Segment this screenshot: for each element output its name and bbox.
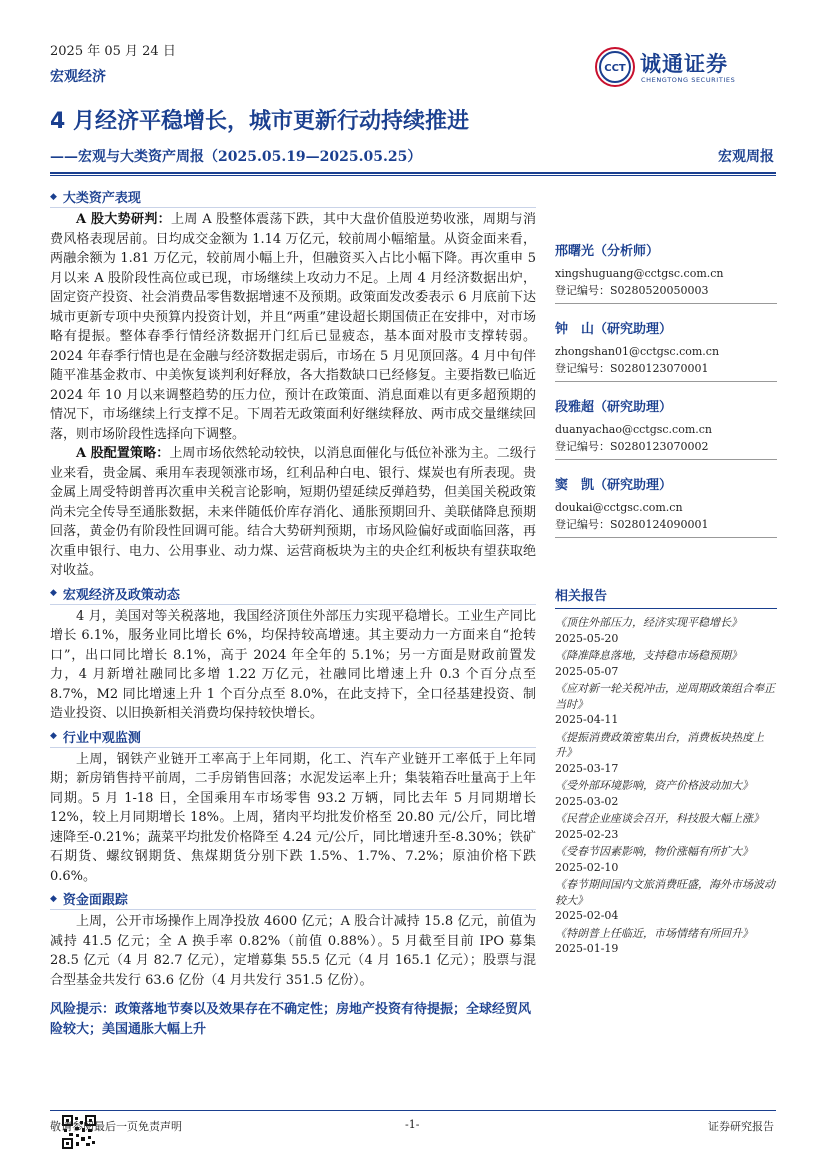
- related-report-item[interactable]: [555, 730, 777, 777]
- related-report-item[interactable]: [555, 926, 777, 957]
- paragraph: [50, 607, 536, 724]
- related-report-date: 2025-02-10: [555, 860, 619, 874]
- paragraph-lead: A 股配置策略：: [76, 446, 170, 461]
- paragraph: [50, 912, 536, 990]
- related-report-date: 2025-03-17: [555, 761, 619, 775]
- analyst-registration: 登记编号：S0280123070002: [555, 440, 709, 453]
- related-report-title[interactable]: 《降准降息落地，支持稳市场稳预期》: [555, 649, 742, 662]
- analyst-name: 邢曙光（分析师）: [555, 244, 660, 259]
- paragraph-text: 上周，公开市场操作上周净投放 4600 亿元；A 股合计减持 15.8 亿元，前值为减持 41.5 亿元；全 A 换手率 0.82%（前值 0.88%）。5 月截至目前 IPO 募集 28.5 亿元（4 月 82.7 亿元），定增募集 55.5 亿元（4 月 165.1 亿元）；股票与混合型基金共发行 63.6 亿份（4 月共发行 351.5 亿份）。: [50, 914, 536, 988]
- report-category: 宏观经济: [50, 69, 106, 85]
- risk-warning: 风险提示：政策落地节奏以及效果存在不确定性；房地产投资有待提振；全球经贸风险较大；美国通胀大幅上升: [50, 1002, 532, 1037]
- footer-divider: [50, 1110, 776, 1111]
- related-report-date: 2025-05-20: [555, 631, 619, 645]
- report-date: 2025 年 05 月 24 日: [50, 44, 176, 59]
- section-heading: 行业中观监测: [62, 730, 141, 746]
- analyst-registration: 登记编号：S0280123070001: [555, 362, 709, 375]
- related-report-item[interactable]: [555, 778, 777, 809]
- analyst-name: 段雅超（研究助理）: [555, 400, 673, 415]
- related-report-title[interactable]: 《民营企业座谈会召开，科技股大幅上涨》: [555, 812, 764, 825]
- related-report-item[interactable]: [555, 648, 777, 679]
- related-report-item[interactable]: [555, 615, 777, 646]
- analyst-registration: 登记编号：S0280520050003: [555, 284, 709, 297]
- report-subtitle: ——宏观与大类资产周报（2025.05.19—2025.05.25）: [50, 149, 422, 165]
- related-report-date: 2025-04-11: [555, 713, 619, 726]
- related-report-date: 2025-03-02: [555, 794, 619, 808]
- paragraph-text: 上周 A 股整体震荡下跌，其中大盘价值股逆势收涨，周期与消费风格表现居前。日均成交金额为 1.14 万亿元，较前周小幅缩量。从资金面来看，两融余额为 1.81 万亿元，较前周小幅上升，但融资买入占比小幅下降。再次重申 5 月以来 A 股阶段性高位或已现，市场继续上攻动力不足。上周 4 月经济数据出炉，固定资产投资、社会消费品零售数据增速不及预期。政策面发改委表示 6 月底前下达城市更新专项中央预算内投资计划，并且“两重”建设超长期国债正在安排中，对市场略有提振。整体春季行情经济数据开门红后已显疲态，基本面对股市支撑转弱。2024 年春季行情也是在金融与经济数据走弱后，市场在 5 月见顶回落。4 月中旬伴随平准基金救市、中美恢复谈判利好释放，各大指数缺口已经修复。主要指数已临近 2024 年 10 月以来调整趋势的压力位，预计在政策面、消息面难以有更多超预期的情况下，市场继续上行支撑不足。下周若无政策面利好继续释放、两市成交量继续回落，则市场阶段性选择向下调整。: [50, 212, 536, 442]
- related-report-date: 2025-05-07: [555, 664, 619, 678]
- analyst-email[interactable]: xingshuguang@cctgsc.com.cn: [555, 267, 724, 280]
- diamond-bullet-icon: ◆: [50, 588, 57, 598]
- report-title: 4 月经济平稳增长，城市更新行动持续推进: [50, 109, 469, 134]
- paragraph-lead: A 股大势研判：: [76, 212, 172, 227]
- section-heading: 大类资产表现: [62, 191, 141, 206]
- related-report-title[interactable]: 《提振消费政策密集出台，消费板块热度上升》: [555, 730, 764, 759]
- disclaimer-note: 敬请参阅最后一页免责声明: [50, 1120, 182, 1133]
- related-reports-title: 相关报告: [555, 585, 777, 609]
- paragraph: [50, 210, 536, 444]
- related-report-title[interactable]: 《受春节因素影响，物价涨幅有所扩大》: [555, 845, 753, 858]
- related-report-title[interactable]: 《特朗普上任临近，市场情绪有所回升》: [555, 926, 753, 940]
- analyst-name: 窦 凯（研究助理）: [555, 478, 673, 493]
- analyst-card: [555, 318, 777, 382]
- analyst-divider: [555, 537, 777, 538]
- logo-text-en: CHENGTONG SECURITIES: [641, 76, 736, 84]
- analyst-email[interactable]: doukai@cctgsc.com.cn: [555, 501, 683, 514]
- header-divider: [50, 172, 776, 174]
- logo-mark-icon: [594, 46, 636, 88]
- section-heading: 宏观经济及政策动态: [62, 587, 180, 603]
- related-report-item[interactable]: [555, 844, 777, 875]
- section-asset-performance: [50, 186, 536, 581]
- report-type-tag: 宏观周报: [718, 149, 774, 165]
- related-report-date: 2025-01-19: [555, 942, 619, 955]
- main-content: [50, 186, 536, 1040]
- related-report-item[interactable]: [555, 681, 777, 728]
- paragraph-text: 上周，钢铁产业链开工率高于上年同期，化工、汽车产业链开工率低于上年同期；新房销售持平前周，二手房销售回落；水泥发运率上升；集装箱吞吐量高于上年同期。5 月 1-18 日，全国乘用车市场零售 93.2 万辆，同比去年 5 月同期增长 12%，较上月同期增长 18%。上周，猪肉平均批发价格至 20.80 元/公斤，同比增速降至-0.21%；蔬菜平均批发价格降至 4.24 元/公斤，同比增速升至-8.30%；铁矿石期货、螺纹钢期货、焦煤期货分别下跌 1.5%、1.7%、7.2%；原油价格下跌 0.6%。: [50, 751, 536, 884]
- analyst-divider: [555, 459, 777, 460]
- diamond-bullet-icon: ◆: [50, 191, 57, 202]
- related-report-title[interactable]: 《顶住外部压力，经济实现平稳增长》: [555, 616, 742, 629]
- analyst-card: [555, 240, 777, 304]
- page-number: -1-: [405, 1118, 420, 1131]
- related-report-title[interactable]: 《春节期间国内文旅消费旺盛，海外市场波动较大》: [555, 878, 775, 907]
- related-report-item[interactable]: [555, 811, 777, 842]
- diamond-bullet-icon: ◆: [50, 893, 57, 904]
- footer-report-type: 证券研究报告: [708, 1120, 774, 1133]
- analyst-registration: 登记编号：S0280124090001: [555, 518, 709, 531]
- diamond-bullet-icon: ◆: [50, 731, 57, 741]
- section-macro-policy: [50, 583, 536, 724]
- analyst-divider: [555, 381, 777, 382]
- analyst-card: [555, 396, 777, 460]
- related-report-title[interactable]: 《受外部环境影响，资产价格波动加大》: [555, 779, 753, 792]
- analyst-card: [555, 474, 777, 538]
- paragraph-text: 上周市场依然轮动较快，以消息面催化与低位补涨为主。二级行业来看，贵金属、乘用车表现领涨市场，红利品种白电、银行、煤炭也有所表现。贵金属上周受特朗普再次重申关税言论影响，短期仍望延续反弹趋势，但美国关税政策尚未完全传导至通胀数据，未来伴随低价库存消化、通胀预期回升、美联储降息预期回落，黄金仍有阶段性回调可能。结合大势研判预期，市场风险偏好或面临回落，再次重申银行、电力、公用事业、动力煤、运营商板块为主的央企红利板块有望获取绝对收益。: [50, 446, 536, 578]
- logo-mark-text: CCT: [604, 63, 626, 74]
- analyst-email[interactable]: duanyachao@cctgsc.com.cn: [555, 423, 713, 436]
- paragraph-text: 4 月，美国对等关税落地，我国经济顶住外部压力实现平稳增长。工业生产同比增长 6.1%，服务业同比增长 6%，均保持较高增速。其主要动力一方面来自“抢转口”，出口同比增长 8.1%，高于 2024 年全年的 5.1%；另一方面是财政前置发力，4 月新增社融同比多增 1.22 万亿元，社融同比增速上升 0.3 个百分点至 8.7%，M2 同比增速上升 1 个百分点至 8.0%，在此支持下，全口径基建投资、制造业投资、以旧换新相关消费均保持较快增长。: [50, 608, 536, 721]
- related-report-item[interactable]: [555, 877, 777, 924]
- section-industry-monitor: [50, 726, 536, 887]
- company-logo: [594, 46, 744, 88]
- logo-text-cn: 诚通证券: [640, 52, 728, 76]
- analyst-name: 钟 山（研究助理）: [555, 322, 673, 337]
- related-reports: [555, 585, 777, 959]
- related-report-date: 2025-02-04: [555, 909, 619, 922]
- analyst-list: [555, 240, 777, 552]
- analyst-email[interactable]: zhongshan01@cctgsc.com.cn: [555, 345, 720, 358]
- paragraph: [50, 444, 536, 581]
- related-report-date: 2025-02-23: [555, 827, 619, 841]
- header-divider-thin: [50, 175, 776, 176]
- paragraph: [50, 750, 536, 887]
- section-liquidity: [50, 888, 536, 990]
- section-heading: 资金面跟踪: [62, 893, 128, 908]
- analyst-divider: [555, 303, 777, 304]
- related-report-title[interactable]: 《应对新一轮关税冲击，逆周期政策组合奉正当时》: [555, 682, 775, 711]
